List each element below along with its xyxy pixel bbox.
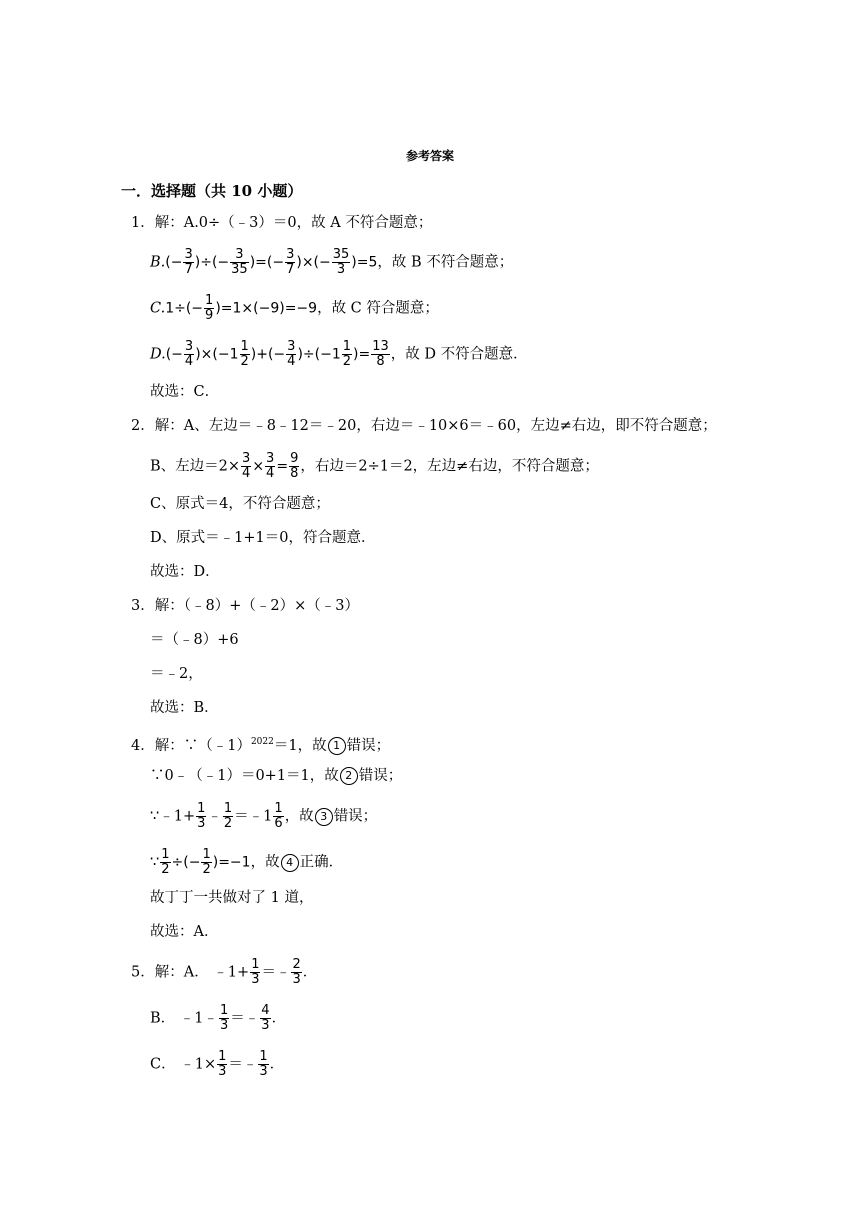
circled-number-3: 3: [315, 808, 333, 826]
q1-line-d: D.(− $\frac{3}{4}$ )×(−1 $\frac{1}{2}$ )+(− $\frac{3}{4}$ )÷(−1 $\frac{1}{2}$ )= $\frac{13}{8}$ ，故 D 不符合题意．: [150, 339, 528, 369]
q2-line-a: 2．解：A、左边＝﹣8﹣12＝﹣20，右边＝﹣10×6＝﹣60，左边≠右边，即不符合题意；: [131, 418, 717, 434]
q1-c-tail: ，故 C 符合题意；: [317, 300, 439, 317]
q4-l1-head: 4．解：∵（﹣1）: [131, 737, 251, 754]
q4-l3-end: 错误；: [333, 808, 378, 825]
q5-b-head: B．: [150, 1010, 176, 1027]
q1-line-a: 1．解：A.0÷（﹣3）＝0，故 A 不符合题意；: [131, 215, 433, 231]
q4-l2-end: 错误；: [358, 768, 403, 784]
circled-number-4: 4: [281, 854, 299, 872]
q2-answer: 故选：D．: [150, 564, 220, 580]
q1-answer: 故选：C．: [150, 384, 220, 400]
q2-line-b: B、左边＝2× $\frac{3}{4}$ × $\frac{3}{4}$ = $\frac{9}{8}$ ，右边＝2÷1＝2，左边≠右边，不符合题意；: [150, 451, 599, 481]
q4-l2-head: ∵0﹣（﹣1）＝0+1＝1，故: [150, 768, 339, 784]
q4-exponent: 2022: [250, 737, 274, 747]
page-title: 参考答案: [405, 149, 454, 163]
q4-line-4: ∵ $\frac{1}{2}$ ÷(− $\frac{1}{2}$ )=−1，故 4 正确．: [150, 847, 344, 877]
q1-b-tail: ，故 B 不符合题意；: [377, 254, 514, 271]
q4-line-2: [150, 766, 402, 786]
q5-line-a: 5．解：A． ﹣1+ $\frac{1}{3}$ ＝﹣ $\frac{2}{3}$ ．: [131, 957, 318, 987]
q5-a-head: 5．解：A．: [131, 964, 209, 981]
q4-answer: 故选：A．: [150, 924, 219, 940]
q4-l4-end: 正确．: [299, 854, 344, 871]
q5-line-c: C． ﹣1× $\frac{1}{3}$ ＝﹣ $\frac{1}{3}$ ．: [150, 1049, 285, 1079]
q3-line-2: ＝（﹣8）+6: [150, 632, 239, 648]
q4-l1-end: 错误；: [346, 737, 391, 754]
q5-line-b: B． ﹣1﹣ $\frac{1}{3}$ ＝﹣ $\frac{4}{3}$ ．: [150, 1003, 287, 1033]
circled-number-1: 1: [328, 737, 346, 755]
q2-line-d: D、原式＝﹣1+1＝0，符合题意．: [150, 530, 376, 546]
q2-line-c: C、原式＝4，不符合题意；: [150, 496, 330, 512]
q2-b-tail: ，右边＝2÷1＝2，左边≠右边，不符合题意；: [300, 458, 599, 475]
q4-l1-tail: ＝1，故: [273, 737, 327, 754]
q3-line-1: 3．解：（﹣8）+（﹣2）×（﹣3）: [131, 598, 359, 614]
q3-answer: 故选：B．: [150, 700, 219, 716]
q4-line-5: 故丁丁一共做对了 1 道，: [150, 890, 314, 906]
section-heading: 一．选择题（共 10 小题）: [121, 182, 303, 200]
q1-d-tail: ，故 D 不符合题意．: [390, 346, 528, 363]
q4-line-3: ∵﹣1+ $\frac{1}{3}$ ﹣ $\frac{1}{2}$ ＝﹣1 $\frac{1}{6}$ ，故 3 错误；: [150, 801, 378, 831]
q4-line-1: [131, 732, 390, 756]
circled-number-2: 2: [340, 767, 358, 785]
q2-b-head: B、左边＝2×: [150, 458, 241, 475]
q5-c-head: C．: [150, 1056, 176, 1073]
q1-line-b: B.(− $\frac{3}{7}$ )÷(− $\frac{3}{35}$ )=(− $\frac{3}{7}$ )×(− $\frac{35}{3}$ )=5，故 B 不符合题意；: [150, 247, 514, 277]
q3-line-3: ＝﹣2，: [150, 666, 203, 682]
q1-line-c: C.1÷(− $\frac{1}{9}$ )=1×(−9)=−9，故 C 符合题意；: [150, 293, 439, 323]
